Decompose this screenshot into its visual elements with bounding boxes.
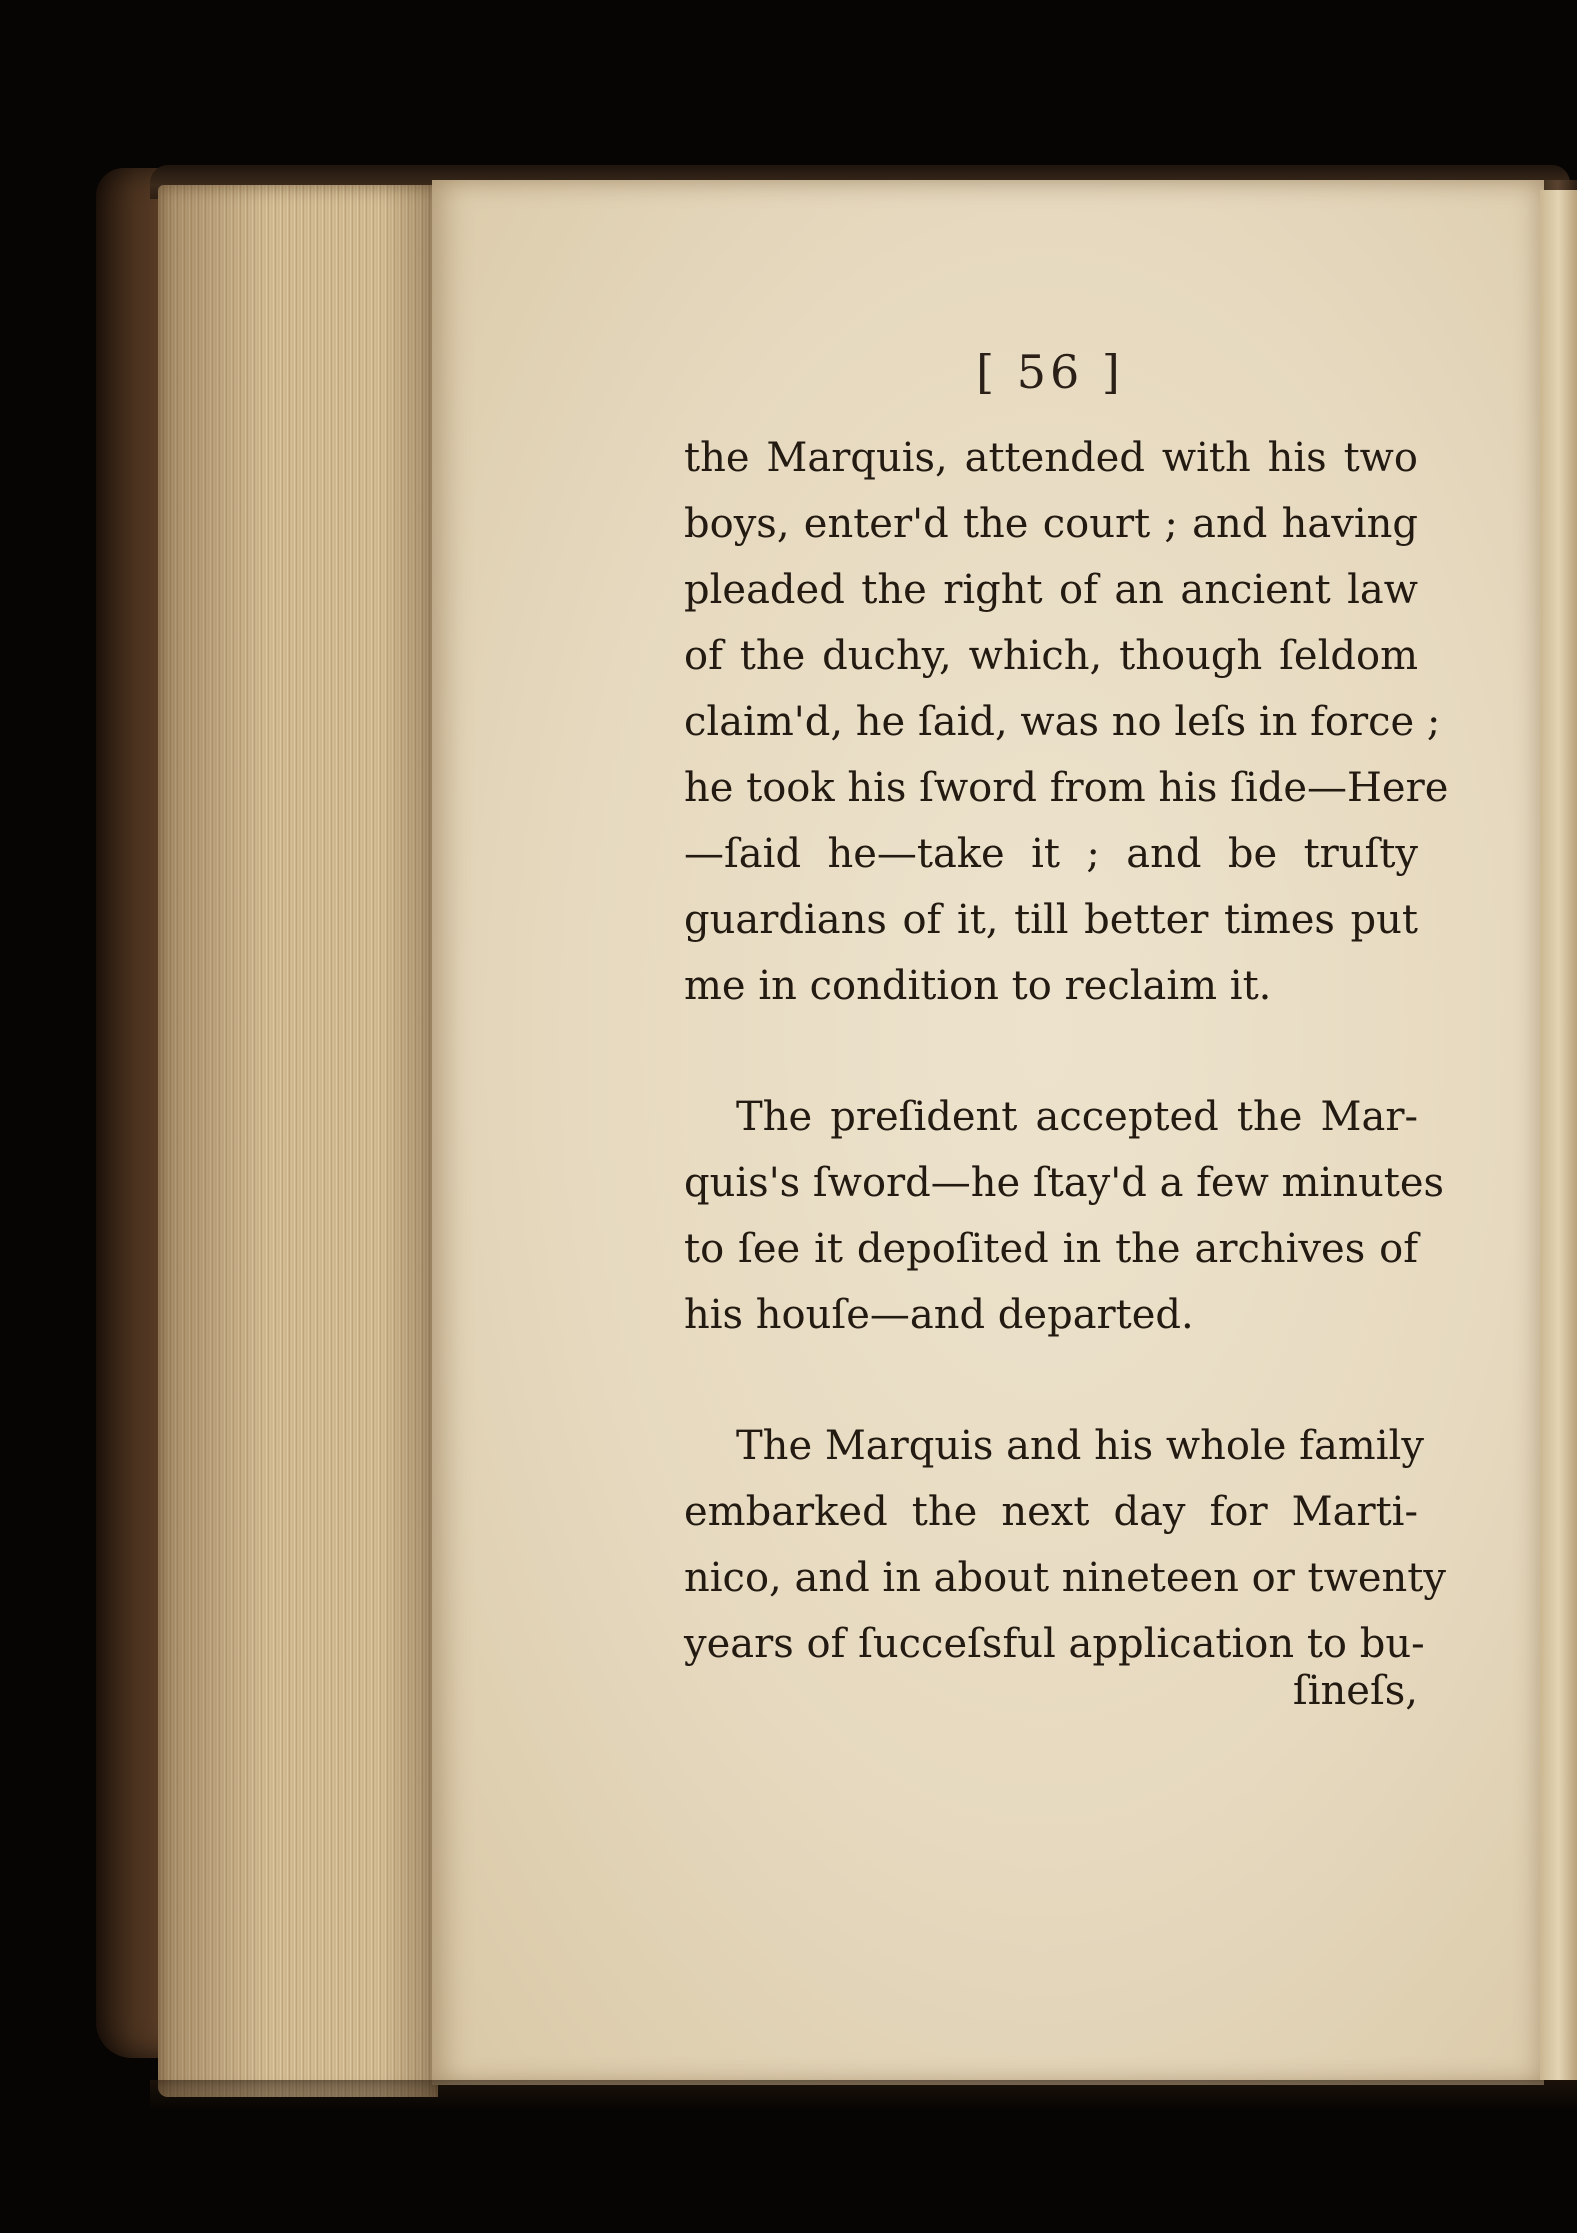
text-line: quis's ſword—he ſtay'd a few minutes <box>684 1160 1445 1206</box>
catchword: ſineſs, <box>1292 1668 1418 1714</box>
text-line: guardians of it, till better times put <box>684 897 1418 943</box>
paragraph-2 <box>684 1084 1445 1348</box>
book-bottom-shadow <box>150 2080 1577 2110</box>
text-line: of the duchy, which, though ſeldom <box>684 633 1418 679</box>
text-line: The preſident accepted the Mar- <box>736 1094 1418 1140</box>
text-line: pleaded the right of an ancient law <box>684 567 1418 613</box>
text-line: boys, enter'd the court ; and having <box>684 501 1418 547</box>
text-line: —ſaid he—take it ; and be truſty <box>684 831 1418 877</box>
text-line: claim'd, he ſaid, was no leſs in force ; <box>684 699 1441 745</box>
facing-page-edge <box>1540 190 1577 2080</box>
paragraph-3 <box>684 1413 1446 1677</box>
page-text <box>684 425 1449 1677</box>
text-line: The Marquis and his whole family <box>736 1423 1424 1469</box>
paragraph-1 <box>684 425 1449 1019</box>
text-line: his houſe—and departed. <box>684 1292 1194 1338</box>
text-line: me in condition to reclaim it. <box>684 963 1272 1009</box>
text-line: the Marquis, attended with his two <box>684 435 1418 481</box>
text-line: to ſee it depoſited in the archives of <box>684 1226 1418 1272</box>
text-line: years of ſucceſsful application to bu- <box>684 1621 1425 1667</box>
text-line: nico, and in about nineteen or twenty <box>684 1555 1446 1601</box>
page-stack-shading <box>158 185 438 2097</box>
text-line: he took his ſword from his ſide—Here <box>684 765 1449 811</box>
text-line: embarked the next day for Marti- <box>684 1489 1418 1535</box>
page-number: [ 56 ] <box>976 345 1124 399</box>
